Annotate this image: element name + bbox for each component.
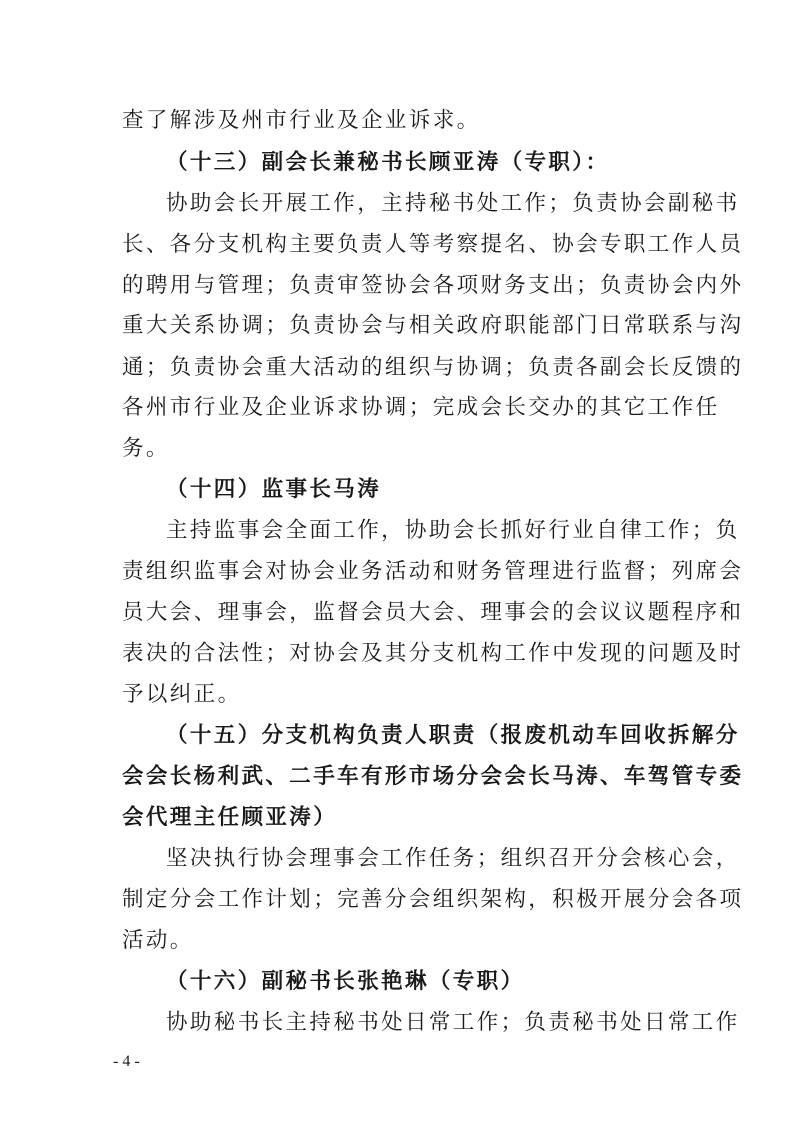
body-text-line: 通；负责协会重大活动的组织与协调；负责各副会长反馈的 [122, 355, 744, 380]
body-text-line: 主持监事会全面工作，协助会长抓好行业自律工作；负 [166, 518, 740, 543]
body-text-line: 予以纠正。 [122, 682, 242, 707]
body-text-line: 重大关系协调；负责协会与相关政府职能部门日常联系与沟 [122, 313, 744, 338]
body-text-line: 协助会长开展工作，主持秘书处工作；负责协会副秘书 [166, 191, 740, 216]
body-text-line: 查了解涉及州市行业及企业诉求。 [122, 108, 481, 133]
body-text-line: 表决的合法性；对协会及其分支机构工作中发现的问题及时 [122, 641, 744, 666]
body-text-line: 责组织监事会对协会业务活动和财务管理进行监督；列席会 [122, 559, 744, 584]
body-text-line: 制定分会工作计划；完善分会组织架构，积极开展分会各项 [122, 887, 744, 912]
body-text-line: 活动。 [122, 928, 194, 953]
section-heading-14: （十四）监事长马涛 [166, 477, 382, 502]
body-text-line: 务。 [122, 436, 170, 461]
section-heading-15: （十五）分支机构负责人职责（报废机动车回收拆解分 [166, 723, 740, 748]
section-heading-15-cont: 会代理主任顾亚涛） [122, 805, 338, 830]
body-text-line: 员大会、理事会，监督会员大会、理事会的会议议题程序和 [122, 600, 744, 625]
body-text-line: 的聘用与管理；负责审签协会各项财务支出；负责协会内外 [122, 273, 744, 298]
body-text-line: 长、各分支机构主要负责人等考察提名、协会专职工作人员 [122, 232, 744, 257]
section-heading-15-cont: 会会长杨利武、二手车有形市场分会会长马涛、车驾管专委 [122, 764, 744, 789]
body-text-line: 各州市行业及企业诉求协调；完成会长交办的其它工作任 [122, 395, 720, 420]
section-heading-13: （十三）副会长兼秘书长顾亚涛（专职）： [166, 150, 610, 175]
body-text-line: 坚决执行协会理事会工作任务；组织召开分会核心会， [166, 846, 740, 871]
page-number: - 4 - [113, 1053, 140, 1070]
section-heading-16: （十六）副秘书长张艳琳（专职） [166, 969, 525, 994]
body-text-line: 协助秘书长主持秘书处日常工作；负责秘书处日常工作 [166, 1010, 740, 1035]
